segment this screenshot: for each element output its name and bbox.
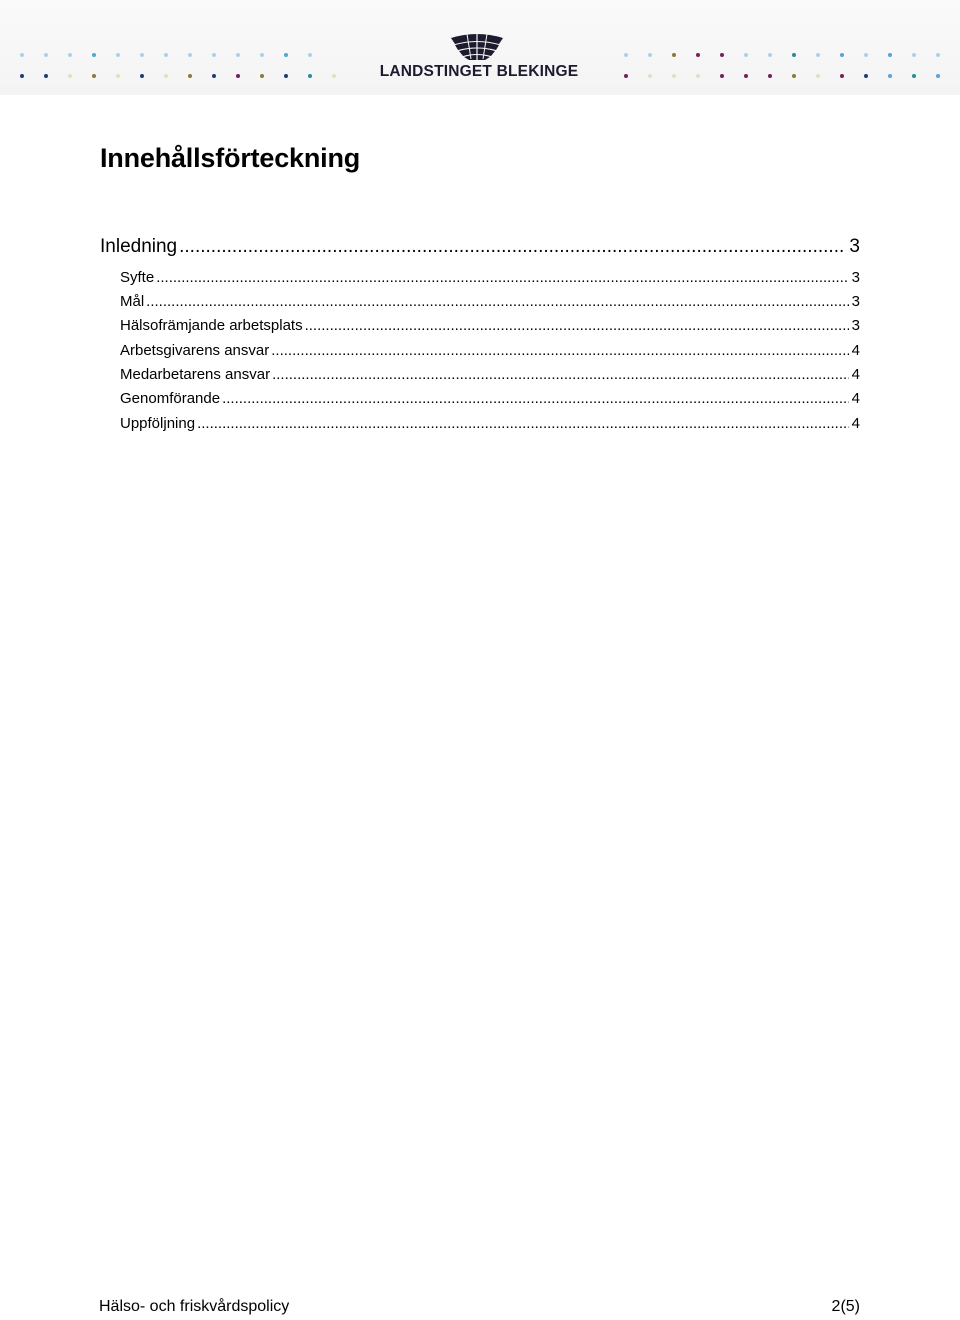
toc-dot-leader (197, 415, 849, 432)
decorative-dot (68, 74, 72, 78)
toc-entry-page: 4 (851, 415, 860, 432)
footer-page-number: 2(5) (831, 1298, 860, 1315)
decorative-dot (912, 74, 916, 78)
decorative-dot (720, 74, 724, 78)
toc-entry-label: Syfte (120, 269, 155, 286)
toc-entry-page: 3 (851, 317, 860, 334)
decorative-dot (164, 74, 168, 78)
decorative-dot (236, 74, 240, 78)
decorative-dot (864, 53, 868, 57)
decorative-dot (260, 74, 264, 78)
toc-entry-page: 4 (851, 390, 860, 407)
decorative-dot (140, 53, 144, 57)
toc-entry[interactable] (120, 390, 860, 407)
decorative-dot (696, 74, 700, 78)
toc-entry-page: 3 (849, 236, 860, 257)
decorative-dot (648, 74, 652, 78)
toc-entry-page: 4 (851, 366, 860, 383)
toc-dot-leader (146, 293, 848, 310)
toc-dot-leader (305, 317, 849, 334)
toc-entry-label: Medarbetarens ansvar (120, 366, 271, 383)
decorative-dot (624, 74, 628, 78)
decorative-dot (44, 53, 48, 57)
toc-entry-label: Mål (120, 293, 145, 310)
decorative-dot (212, 53, 216, 57)
toc-entry-page: 4 (851, 342, 860, 359)
decorative-dot (768, 74, 772, 78)
decorative-dot (116, 53, 120, 57)
decorative-dot (912, 53, 916, 57)
toc-entry-label: Hälsofrämjande arbetsplats (120, 317, 303, 334)
decorative-dot (44, 74, 48, 78)
toc-entry[interactable] (120, 269, 860, 286)
toc-entry-page: 3 (851, 269, 860, 286)
decorative-dot (744, 53, 748, 57)
toc-heading: Innehållsförteckning (100, 143, 361, 173)
decorative-dot (888, 74, 892, 78)
decorative-dot (840, 53, 844, 57)
decorative-dot (236, 53, 240, 57)
toc-dot-leader (271, 342, 848, 359)
decorative-dot (792, 53, 796, 57)
decorative-dot (332, 74, 336, 78)
toc-dot-leader (272, 366, 849, 383)
decorative-dot (936, 53, 940, 57)
decorative-dot (20, 53, 24, 57)
toc-entry[interactable] (100, 236, 860, 258)
decorative-dot (696, 53, 700, 57)
decorative-dot (92, 53, 96, 57)
decorative-dot (284, 53, 288, 57)
decorative-dot (936, 74, 940, 78)
decorative-dot (284, 74, 288, 78)
decorative-dot (648, 53, 652, 57)
decorative-dot (816, 53, 820, 57)
decorative-dot (840, 74, 844, 78)
decorative-dot (212, 74, 216, 78)
toc-entry[interactable] (120, 366, 860, 383)
decorative-dot (888, 53, 892, 57)
footer-document-title: Hälso- och friskvårdspolicy (99, 1298, 290, 1315)
decorative-dot (744, 74, 748, 78)
toc-entry[interactable] (120, 317, 860, 334)
toc-entry-label: Arbetsgivarens ansvar (120, 342, 270, 359)
decorative-dot (792, 74, 796, 78)
toc-entry[interactable] (120, 293, 860, 310)
decorative-dot (672, 74, 676, 78)
page-header (0, 0, 960, 95)
landstinget-blekinge-logo (376, 32, 582, 84)
decorative-dot (768, 53, 772, 57)
decorative-dot (92, 74, 96, 78)
decorative-dot (188, 53, 192, 57)
boat-ship-icon (449, 32, 505, 60)
decorative-dot (720, 53, 724, 57)
decorative-dot (672, 53, 676, 57)
toc-dot-leader (222, 390, 849, 407)
toc-entry-page: 3 (851, 293, 860, 310)
toc-entry[interactable] (120, 415, 860, 432)
toc-dot-leader (156, 269, 848, 286)
decorative-dot (864, 74, 868, 78)
decorative-dot (20, 74, 24, 78)
decorative-dot (308, 74, 312, 78)
toc-entry-label: Uppföljning (120, 415, 196, 432)
toc-dot-leader (179, 236, 846, 258)
decorative-dot (68, 53, 72, 57)
toc-entry-label: Genomförande (120, 390, 221, 407)
decorative-dot (816, 74, 820, 78)
toc-entry-label: Inledning (100, 236, 178, 257)
logo-wordmark: LANDSTINGET BLEKINGE (379, 63, 579, 80)
decorative-dot (116, 74, 120, 78)
decorative-dot (624, 53, 628, 57)
toc-entry[interactable] (120, 342, 860, 359)
decorative-dot (140, 74, 144, 78)
decorative-dot (188, 74, 192, 78)
decorative-dot (260, 53, 264, 57)
decorative-dot (164, 53, 168, 57)
decorative-dot (308, 53, 312, 57)
